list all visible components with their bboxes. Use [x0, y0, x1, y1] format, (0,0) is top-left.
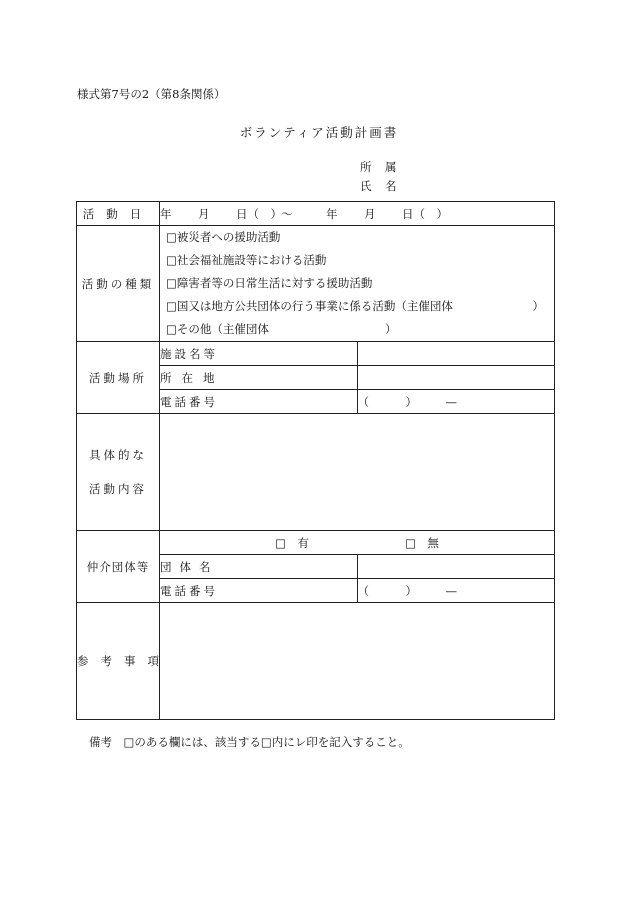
address-label: 所在地 [160, 366, 358, 390]
group-name-field[interactable] [357, 555, 555, 579]
activity-plan-table [76, 201, 555, 720]
intermediary-label: 仲介団体等 [77, 531, 160, 603]
name-label: 氏 名 [360, 179, 398, 193]
place-phone-label: 電話番号 [160, 390, 358, 414]
facility-name-field[interactable] [357, 342, 555, 366]
activity-type-options [160, 226, 555, 342]
date-start-month: 月 [198, 206, 210, 221]
reference-label: 参考事項 [77, 603, 160, 720]
date-end-day: 日（ ） [402, 206, 448, 221]
phone-open-paren: （ [357, 394, 369, 409]
activity-details-label-line1: 具体的な [89, 448, 147, 462]
close-paren: ） [532, 299, 544, 313]
activity-details-label-line2: 活動内容 [89, 482, 147, 496]
affiliation-label: 所 属 [360, 160, 398, 174]
date-tilde: ～ [281, 206, 293, 221]
date-end-year: 年 [326, 206, 338, 221]
close-paren: ） [385, 322, 397, 336]
option-government-project-label: □国又は地方公共団体の行う事業に係る活動（主催団体 [166, 299, 453, 313]
group-name-label: 団体名 [160, 555, 358, 579]
option-welfare-facility[interactable]: □社会福祉施設等における活動 [166, 253, 327, 267]
group-phone-label: 電話番号 [160, 579, 358, 603]
option-other[interactable] [160, 318, 554, 341]
phone-dash: — [445, 394, 457, 409]
form-number: 様式第7号の2（第8条関係） [77, 87, 226, 101]
activity-type-label: 活動の種類 [77, 226, 160, 342]
date-start-day: 日（ ） [236, 206, 282, 221]
phone-open-paren: （ [357, 583, 369, 598]
phone-dash: — [445, 583, 457, 598]
activity-details-label [77, 414, 160, 531]
date-start-year: 年 [160, 206, 172, 221]
phone-close-paren: ） [405, 583, 417, 598]
group-phone-field[interactable] [357, 579, 555, 603]
remarks-note: 備考 □のある欄には、該当する□内にレ印を記入すること。 [89, 735, 410, 749]
document-title: ボランティア活動計画書 [239, 125, 399, 140]
facility-name-label: 施設名等 [160, 342, 358, 366]
option-other-label: □その他（主催団体 [166, 322, 269, 336]
intermediary-yes-checkbox[interactable]: □ 有 [275, 535, 309, 550]
address-field[interactable] [357, 366, 555, 390]
reference-field[interactable] [160, 603, 555, 720]
activity-details-field[interactable] [160, 414, 555, 531]
option-disaster-relief[interactable]: □被災者への援助活動 [166, 230, 281, 244]
intermediary-yes-no [160, 531, 555, 555]
date-end-month: 月 [364, 206, 376, 221]
phone-close-paren: ） [405, 394, 417, 409]
option-government-project[interactable] [160, 295, 554, 318]
option-disability-support[interactable]: □障害者等の日常生活に対する援助活動 [166, 276, 373, 290]
intermediary-no-checkbox[interactable]: □ 無 [405, 535, 439, 550]
activity-date-label: 活動日 [77, 202, 160, 226]
activity-date-field[interactable] [160, 202, 555, 226]
activity-place-label: 活動場所 [77, 342, 160, 414]
place-phone-field[interactable] [357, 390, 555, 414]
